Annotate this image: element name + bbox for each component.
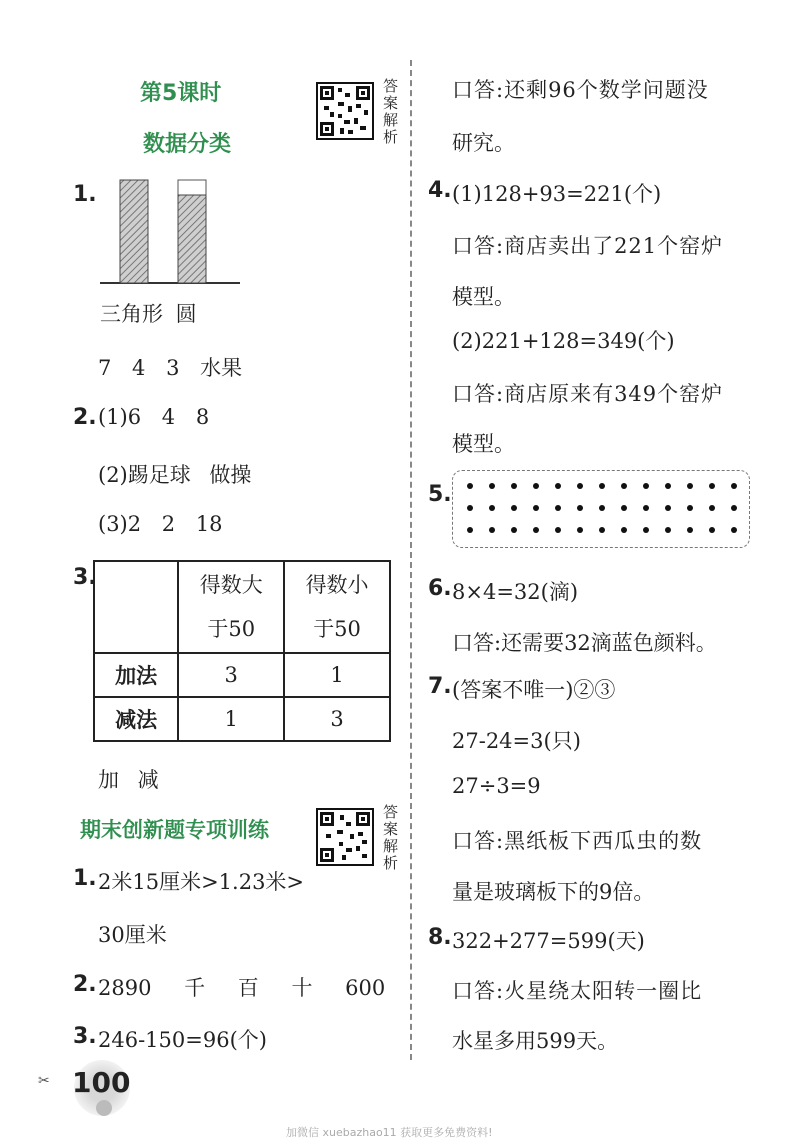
q1-shape-labels: 三角形 圆: [100, 302, 197, 326]
grid-dot: [599, 483, 605, 489]
q2-number: 2.: [73, 405, 97, 430]
table-row: [94, 697, 390, 741]
header-line: 得数小: [305, 573, 369, 597]
s2-number: 2.: [73, 972, 97, 997]
q3-table: [93, 560, 391, 742]
grid-dot: [643, 527, 649, 533]
table-cell: 1: [178, 697, 284, 741]
s2-text: 2890 千 百 十 600: [98, 976, 386, 1000]
scissors-icon: ✂: [38, 1073, 50, 1089]
q4-part2: (2)221+128=349(个): [452, 329, 675, 353]
grid-dot: [599, 527, 605, 533]
section-title: 期末创新题专项训练: [80, 818, 269, 842]
q6-equation: 8×4=32(滴): [452, 580, 579, 604]
q6-number: 6.: [428, 576, 452, 601]
grid-dot: [511, 483, 517, 489]
grid-dot: [467, 483, 473, 489]
grid-dot: [489, 483, 495, 489]
page-number: 100: [72, 1066, 131, 1099]
q1-answer: 7 4 3 水果: [98, 356, 243, 380]
grid-dot: [621, 483, 627, 489]
qr-code-icon[interactable]: [316, 808, 374, 866]
q4-answer1-line1: 口答:商店卖出了221个窑炉: [452, 234, 724, 258]
table-cell: 3: [284, 697, 390, 741]
grid-dot: [643, 483, 649, 489]
grid-dot: [665, 527, 671, 533]
q3-cont-line1: 口答:还剩96个数学问题没: [452, 78, 709, 102]
grid-dot: [555, 527, 561, 533]
grid-dot: [621, 505, 627, 511]
page-number-dot: [96, 1100, 112, 1116]
q7-answer-line2: 量是玻璃板下的9倍。: [452, 880, 655, 904]
table-cell: 1: [284, 653, 390, 697]
table-row: [94, 653, 390, 697]
grid-dot: [731, 527, 737, 533]
grid-dot: [577, 483, 583, 489]
grid-dot: [533, 505, 539, 511]
q7-answer-line1: 口答:黑纸板下西瓜虫的数: [452, 829, 703, 853]
q8-answer-line1: 口答:火星绕太阳转一圈比: [452, 979, 703, 1003]
q4-answer2-line1: 口答:商店原来有349个窑炉: [452, 382, 724, 406]
s3-number: 3.: [73, 1024, 97, 1049]
q1-number: 1.: [73, 182, 97, 207]
q7-line1: 27-24=3(只): [452, 729, 581, 753]
grid-dot: [709, 505, 715, 511]
grid-dot: [709, 527, 715, 533]
q6-answer: 口答:还需要32滴蓝色颜料。: [452, 631, 717, 655]
q4-answer2-line2: 模型。: [452, 432, 515, 456]
grid-dot: [511, 527, 517, 533]
grid-dot: [599, 505, 605, 511]
grid-dot: [467, 527, 473, 533]
grid-dot: [555, 505, 561, 511]
grid-dot: [687, 505, 693, 511]
q7-number: 7.: [428, 674, 452, 699]
grid-dot: [687, 527, 693, 533]
q2-part2: (2)踢足球 做操: [98, 463, 252, 487]
q2-part3: (3)2 2 18: [98, 512, 223, 536]
grid-dot: [577, 505, 583, 511]
q4-part1: (1)128+93=221(个): [452, 182, 662, 206]
s1-number: 1.: [73, 866, 97, 891]
header-line: 于50: [207, 617, 256, 641]
grid-dot: [665, 483, 671, 489]
grid-dot: [687, 483, 693, 489]
grid-dot: [621, 527, 627, 533]
table-header-less: [284, 561, 390, 653]
answer-analysis-label: 答案解析: [381, 78, 399, 146]
grid-dot: [489, 505, 495, 511]
q8-equation: 322+277=599(天): [452, 929, 645, 953]
grid-dot: [533, 527, 539, 533]
grid-dot: [643, 505, 649, 511]
q5-number: 5.: [428, 482, 452, 507]
lesson-title: 第5课时: [140, 81, 222, 106]
q3-number: 3.: [73, 565, 97, 590]
q4-answer1-line2: 模型。: [452, 285, 515, 309]
header-line: 得数大: [199, 573, 263, 597]
q3-cont-line2: 研究。: [452, 131, 515, 155]
s1-line2: 30厘米: [98, 923, 167, 947]
row-label: 减法: [94, 697, 178, 741]
q5-dot-grid: [452, 470, 750, 548]
qr-code-icon[interactable]: [316, 82, 374, 140]
q2-part1: (1)6 4 8: [98, 405, 210, 429]
answer-analysis-label: 答案解析: [381, 804, 399, 872]
grid-dot: [489, 527, 495, 533]
grid-dot: [533, 483, 539, 489]
s1-line1: 2米15厘米>1.23米>: [98, 870, 305, 894]
grid-dot: [577, 527, 583, 533]
grid-dot: [665, 505, 671, 511]
q7-line2: 27÷3=9: [452, 774, 541, 798]
grid-dot: [467, 505, 473, 511]
grid-dot: [731, 483, 737, 489]
table-header-greater: [178, 561, 284, 653]
grid-dot: [709, 483, 715, 489]
q7-note: (答案不唯一)②③: [452, 678, 616, 702]
table-cell: 3: [178, 653, 284, 697]
row-label: 加法: [94, 653, 178, 697]
grid-dot: [555, 483, 561, 489]
column-divider: [410, 60, 412, 1060]
header-line: 于50: [313, 617, 361, 641]
q1-bar-graphic: [100, 175, 240, 287]
grid-dot: [731, 505, 737, 511]
grid-dot: [511, 505, 517, 511]
table-corner-cell: [94, 561, 178, 653]
lesson-subtitle: 数据分类: [143, 132, 232, 157]
q8-answer-line2: 水星多用599天。: [452, 1029, 619, 1053]
s3-text: 246-150=96(个): [98, 1028, 267, 1052]
footer-watermark: 加微信 xuebazhao11 获取更多免费资料!: [286, 1126, 493, 1139]
q8-number: 8.: [428, 925, 452, 950]
q3-after-text: 加 减: [98, 768, 159, 792]
q4-number: 4.: [428, 178, 452, 203]
